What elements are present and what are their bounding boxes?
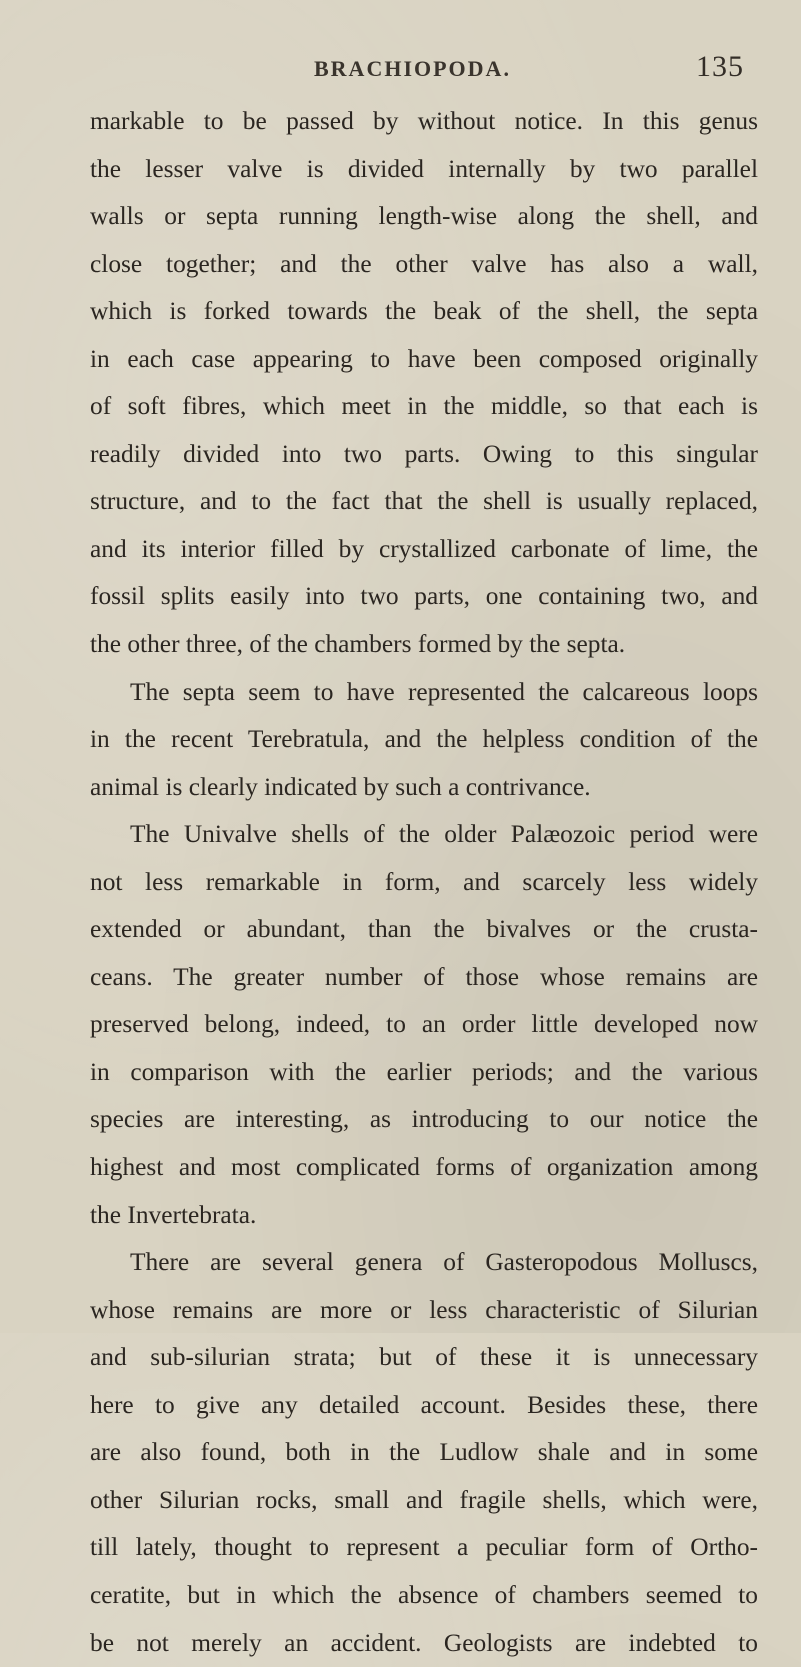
- text-line: here to give any detailed account. Besides these, there: [90, 1382, 758, 1430]
- text-line: other Silurian rocks, small and fragile shells, which were,: [90, 1477, 758, 1525]
- text-line: species are interesting, as introducing to our notice the: [90, 1096, 758, 1144]
- text-line: the other three, of the chambers formed by the septa.: [90, 621, 758, 669]
- text-line: in each case appearing to have been composed originally: [90, 336, 758, 384]
- text-line: highest and most complicated forms of organization among: [90, 1144, 758, 1192]
- text-line: extended or abundant, than the bivalves or the crusta-: [90, 906, 758, 954]
- text-line: till lately, thought to represent a peculiar form of Ortho-: [90, 1524, 758, 1572]
- text-line: There are several genera of Gasteropodous Molluscs,: [90, 1239, 758, 1287]
- text-line: preserved belong, indeed, to an order little developed now: [90, 1001, 758, 1049]
- text-line: animal is clearly indicated by such a contrivance.: [90, 764, 758, 812]
- text-line: of soft fibres, which meet in the middle, so that each is: [90, 383, 758, 431]
- body-text: [90, 98, 758, 1667]
- text-line: whose remains are more or less characteristic of Silurian: [90, 1287, 758, 1335]
- text-line: and its interior filled by crystallized carbonate of lime, the: [90, 526, 758, 574]
- text-line: The septa seem to have represented the calcareous loops: [90, 669, 758, 717]
- text-line: in the recent Terebratula, and the helpless condition of the: [90, 716, 758, 764]
- text-line: readily divided into two parts. Owing to this singular: [90, 431, 758, 479]
- text-line: fossil splits easily into two parts, one containing two, and: [90, 573, 758, 621]
- text-line: and sub-silurian strata; but of these it is unnecessary: [90, 1334, 758, 1382]
- page-number: 135: [696, 50, 744, 84]
- text-line: The Univalve shells of the older Palæozoic period were: [90, 811, 758, 859]
- running-title: BRACHIOPODA.: [314, 56, 511, 82]
- text-line: markable to be passed by without notice. In this genus: [90, 98, 758, 146]
- text-line: structure, and to the fact that the shell is usually replaced,: [90, 478, 758, 526]
- text-line: close together; and the other valve has also a wall,: [90, 241, 758, 289]
- text-line: which is forked towards the beak of the shell, the septa: [90, 288, 758, 336]
- text-line: the lesser valve is divided internally by two parallel: [90, 146, 758, 194]
- text-line: in comparison with the earlier periods; and the various: [90, 1049, 758, 1097]
- text-line: ceans. The greater number of those whose remains are: [90, 954, 758, 1002]
- text-line: ceratite, but in which the absence of chambers seemed to: [90, 1572, 758, 1620]
- running-head: [0, 52, 801, 92]
- text-line: walls or septa running length-wise along the shell, and: [90, 193, 758, 241]
- text-line: the Invertebrata.: [90, 1192, 758, 1240]
- text-line: are also found, both in the Ludlow shale and in some: [90, 1429, 758, 1477]
- text-line: not less remarkable in form, and scarcely less widely: [90, 859, 758, 907]
- text-line: be not merely an accident. Geologists are indebted to: [90, 1620, 758, 1667]
